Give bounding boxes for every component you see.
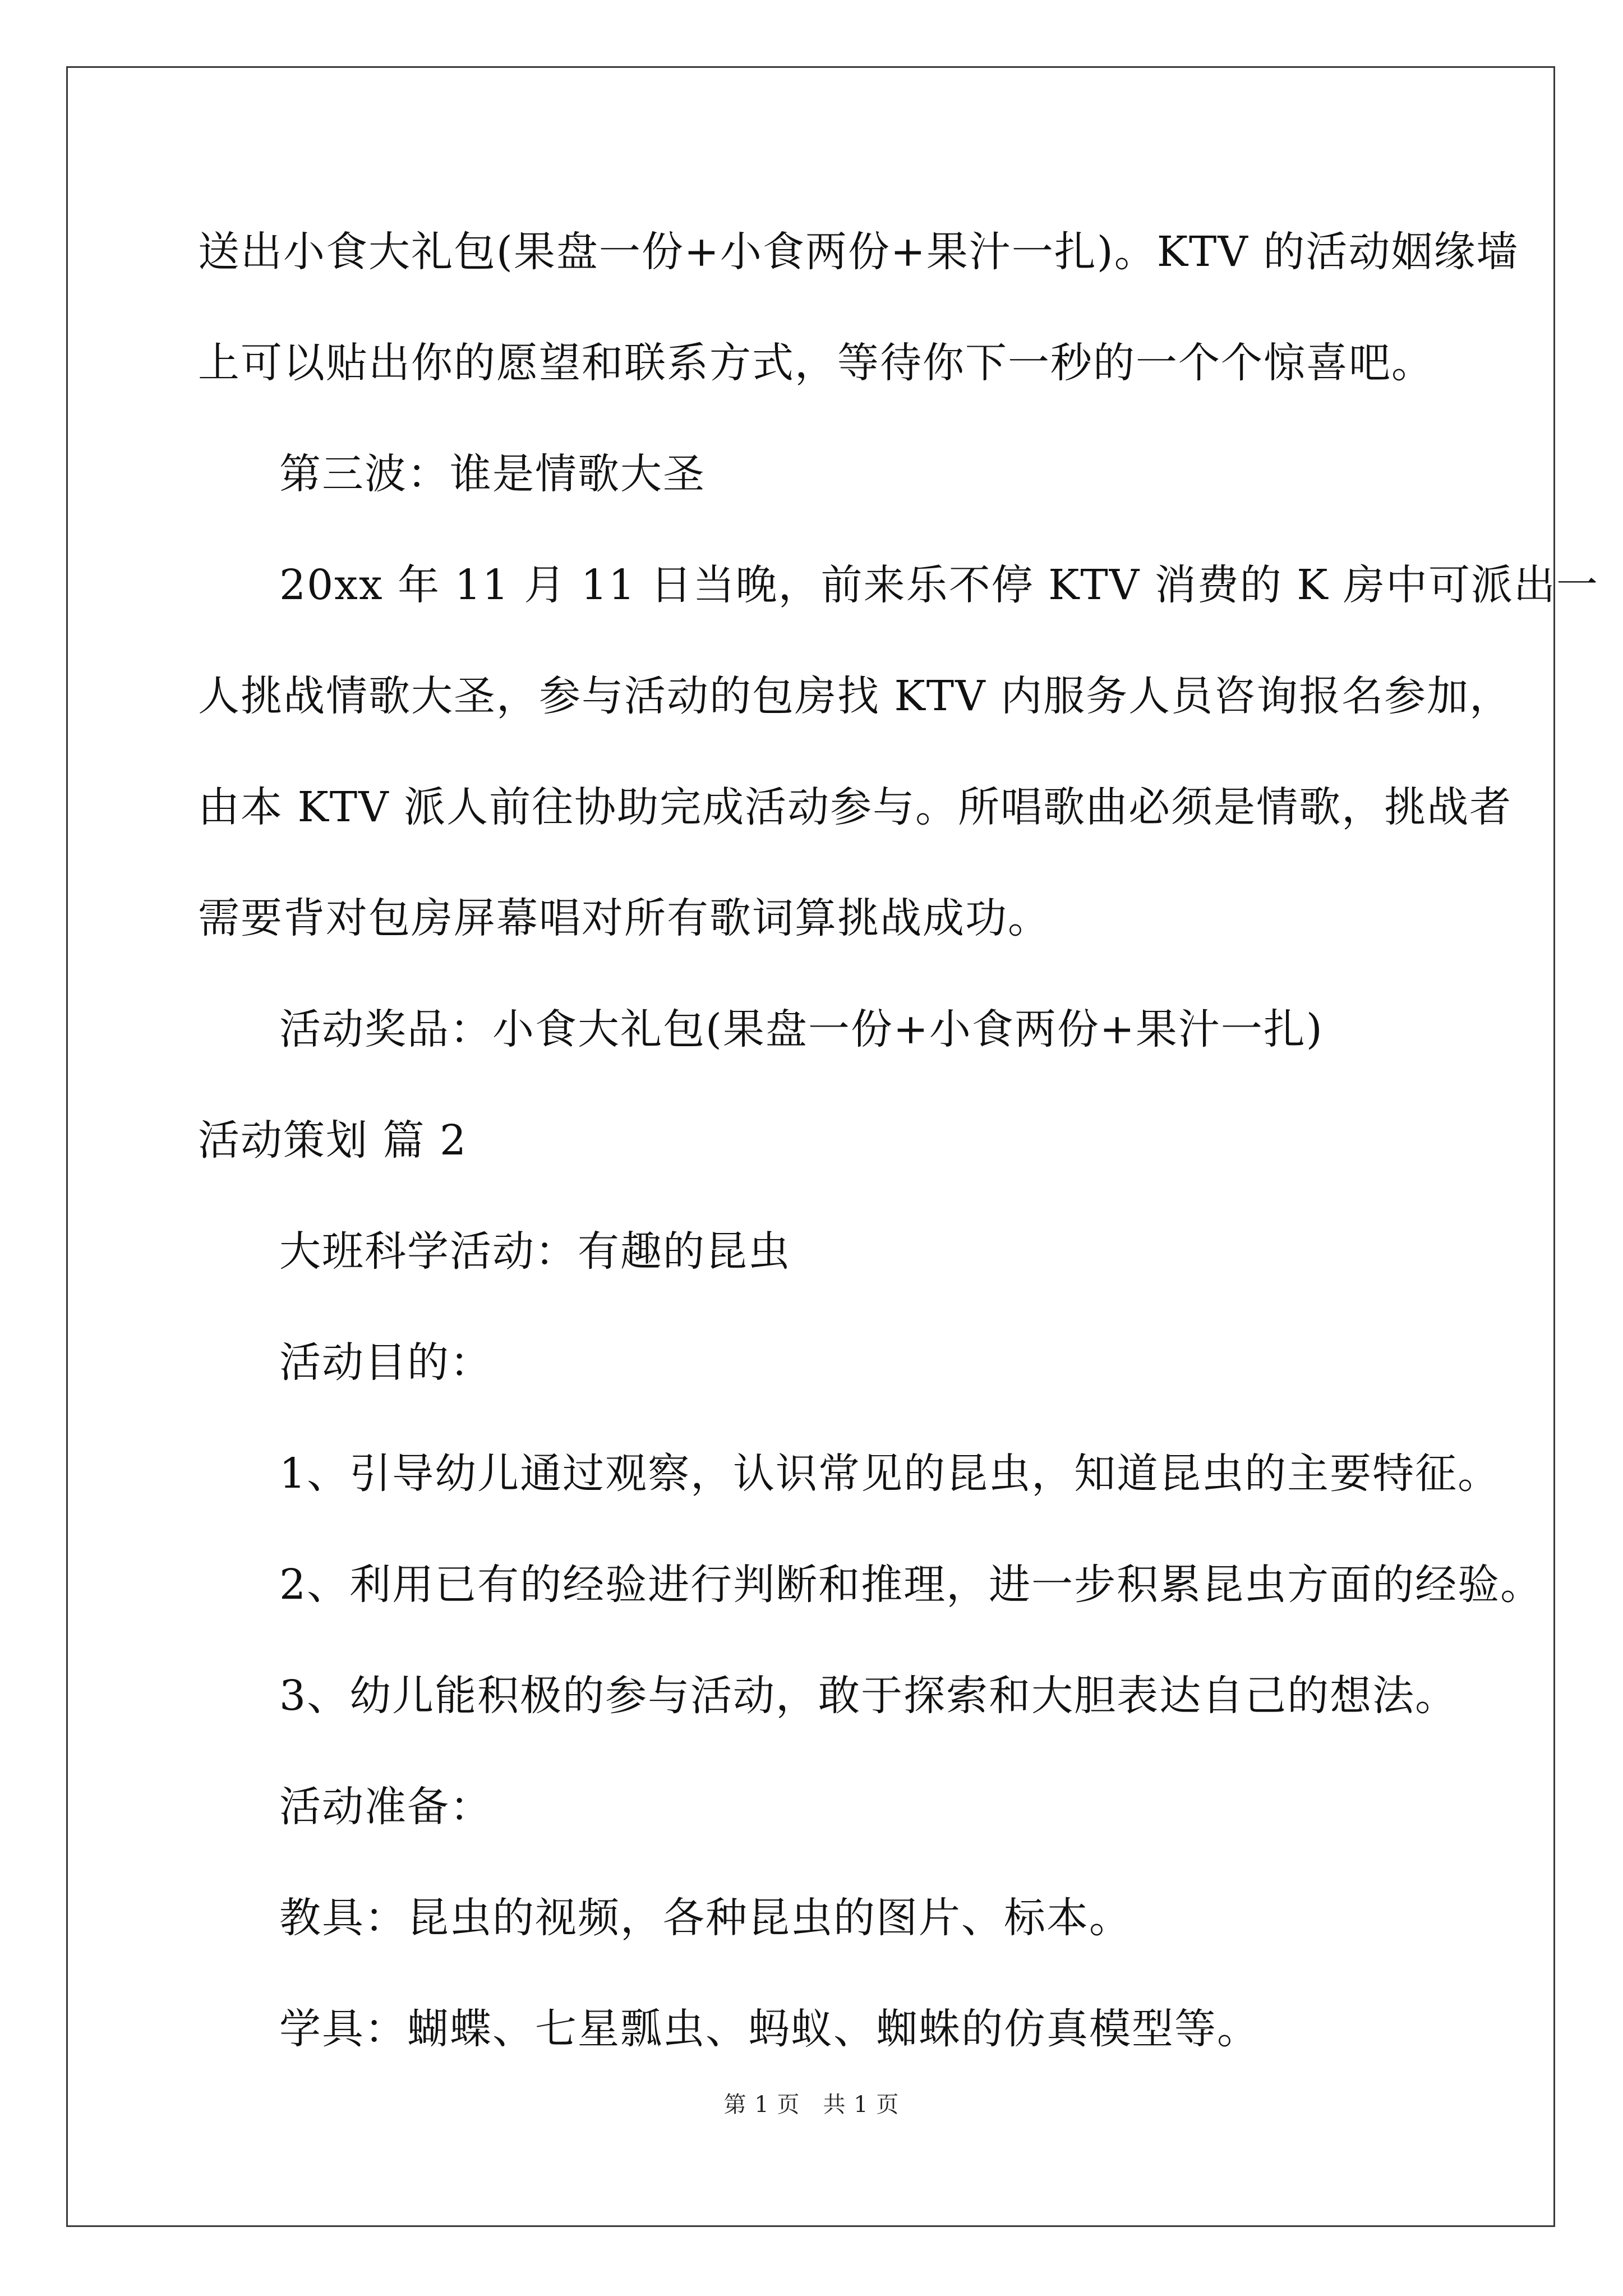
body-line: 人挑战情歌大圣，参与活动的包房找 KTV 内服务人员咨询报名参加， [198,672,1513,720]
body-line: 20xx 年 11 月 11 日当晚，前来乐不停 KTV 消费的 K 房中可派出一 [279,561,1599,609]
list-item: 1、引导幼儿通过观察，认识常见的昆虫，知道昆虫的主要特征。 [279,1450,1501,1498]
article-title: 活动策划 篇 2 [198,1116,468,1165]
body-line: 送出小食大礼包(果盘一份+小食两份+果汁一扎)。KTV 的活动姻缘墙 [198,228,1519,276]
page-footer: 第 1 页 共 1 页 [723,2092,900,2118]
section-heading: 第三波：谁是情歌大圣 [279,450,706,498]
list-item: 2、利用已有的经验进行判断和推理，进一步积累昆虫方面的经验。 [279,1561,1543,1609]
body-line: 教具：昆虫的视频，各种昆虫的图片、标本。 [279,1894,1132,1942]
section-heading: 大班科学活动：有趣的昆虫 [279,1227,791,1276]
section-heading: 活动目的： [279,1338,492,1387]
section-heading: 活动准备： [279,1783,492,1831]
body-line: 学具：蝴蝶、七星瓢虫、蚂蚁、蜘蛛的仿真模型等。 [279,2005,1260,2053]
body-line: 需要背对包房屏幕唱对所有歌词算挑战成功。 [198,894,1050,942]
body-line: 活动奖品：小食大礼包(果盘一份+小食两份+果汁一扎) [279,1005,1324,1053]
body-line: 上可以贴出你的愿望和联系方式，等待你下一秒的一个个惊喜吧。 [198,339,1434,387]
body-line: 由本 KTV 派人前往协助完成活动参与。所唱歌曲必须是情歌，挑战者 [198,783,1513,831]
list-item: 3、幼儿能积极的参与活动，敢于探索和大胆表达自己的想法。 [279,1672,1458,1720]
